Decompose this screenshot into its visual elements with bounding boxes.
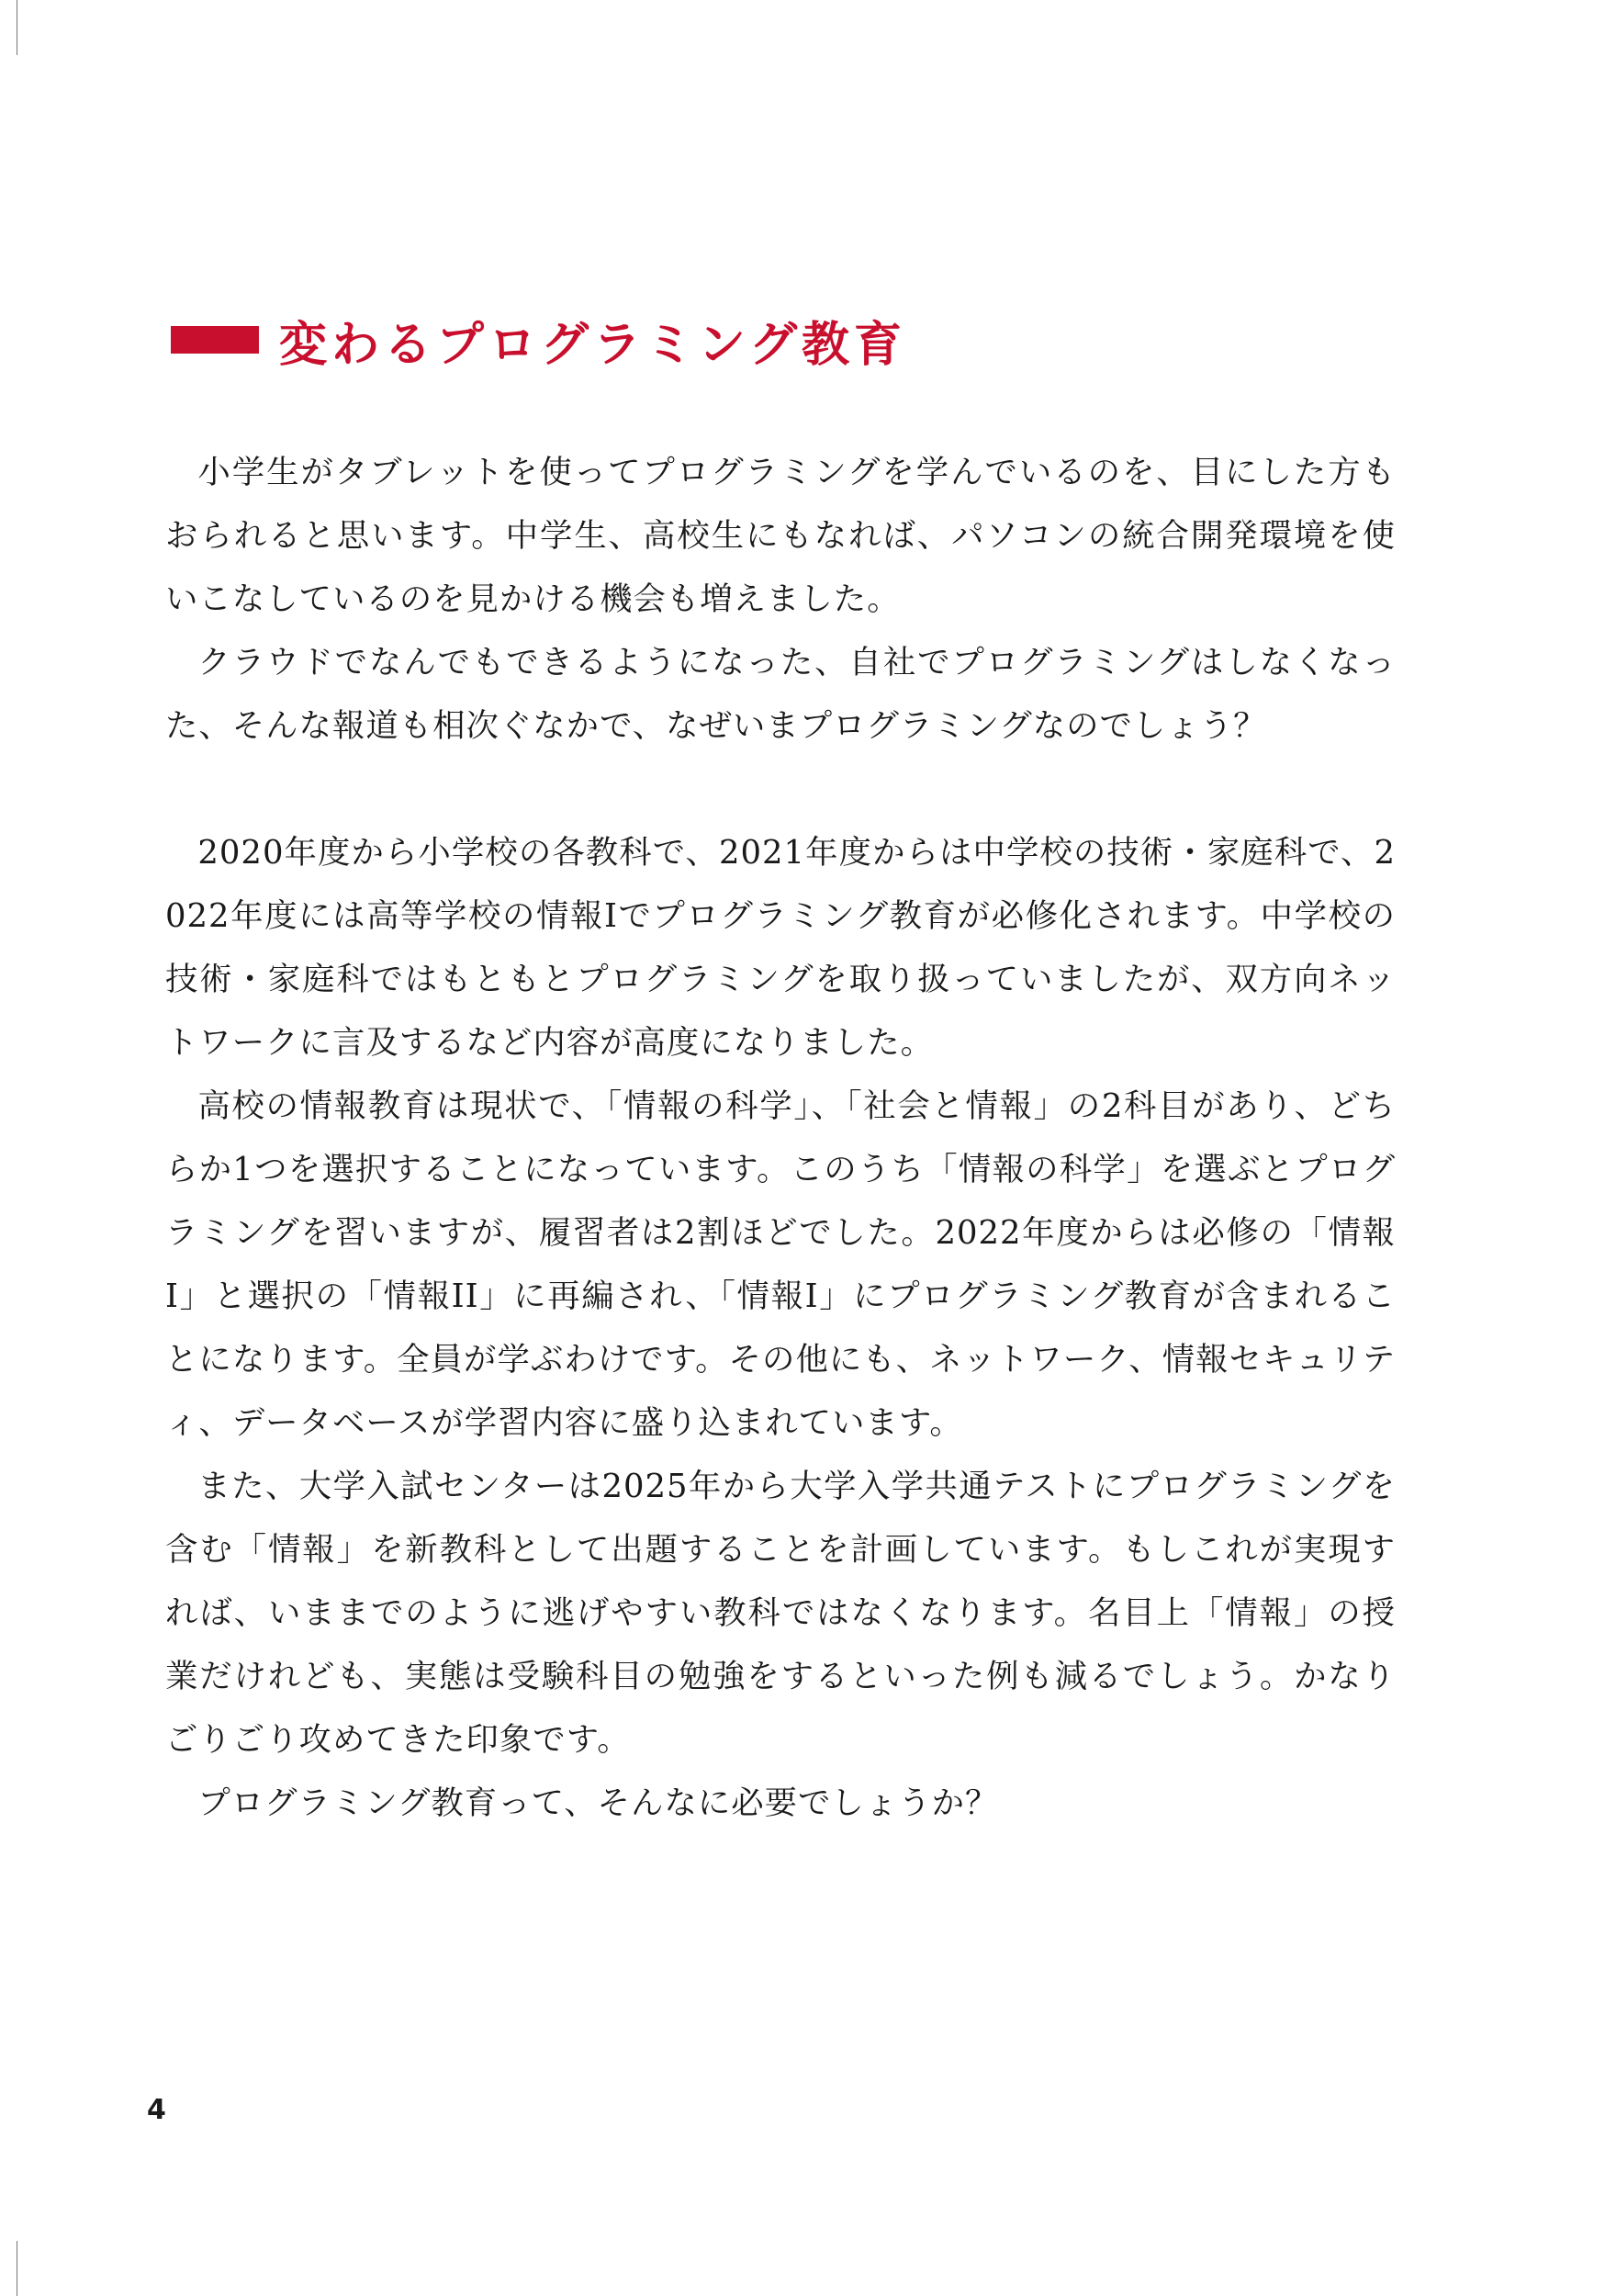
paragraph: 小学生がタブレットを使ってプログラミングを学んでいるのを、目にした方もおられると思います。中学生、高校生にもなれば、パソコンの統合開発環境を使いこなしているのを見かける機会も増えました。: [165, 454, 1396, 618]
crop-mark-top: [0, 0, 17, 55]
paragraph: クラウドでなんでもできるようになった、自社でプログラミングはしなくなった、そんな報道も相次ぐなかで、なぜいまプログラミングなのでしょう？: [165, 644, 1396, 745]
heading-accent-bar: [171, 326, 259, 354]
paragraph: プログラミング教育って、そんなに必要でしょうか？: [197, 1784, 999, 1822]
section-heading: [171, 303, 906, 377]
paragraph: 高校の情報教育は現状で、「情報の科学」、「社会と情報」の2科目があり、どちらか1つを選択することになっています。このうち「情報の科学」を選ぶとプログラミングを習いますが、履習者は2割ほどでした。2022年度からは必修の「情報I」と選択の「情報II」に再編され、「情報I」にプログラミング教育が含まれることになります。全員が学ぶわけです。その他にも、ネットワーク、情報セキュリティ、データベースが学習内容に盛り込まれています。: [165, 1087, 1396, 1442]
section-gap: [165, 758, 1396, 821]
body-text: [165, 441, 1396, 1835]
crop-mark-bottom: [0, 2241, 17, 2296]
page-number: 4: [147, 2094, 166, 2126]
paragraph: 2020年度から小学校の各教科で、2021年度からは中学校の技術・家庭科で、2022年度には高等学校の情報Iでプログラミング教育が必修化されます。中学校の技術・家庭科ではもともとプログラミングを取り扱っていましたが、双方向ネットワークに言及するなど内容が高度になりました。: [165, 834, 1396, 1062]
paragraph: また、大学入試センターは2025年から大学入学共通テストにプログラミングを含む「情報」を新教科として出題することを計画しています。もしこれが実現すれば、いままでのように逃げやすい教科ではなくなります。名目上「情報」の授業だけれども、実態は受験科目の勉強をするといった例も減るでしょう。かなりごりごり攻めてきた印象です。: [165, 1468, 1396, 1759]
section-title: 変わるプログラミング教育: [279, 317, 906, 373]
